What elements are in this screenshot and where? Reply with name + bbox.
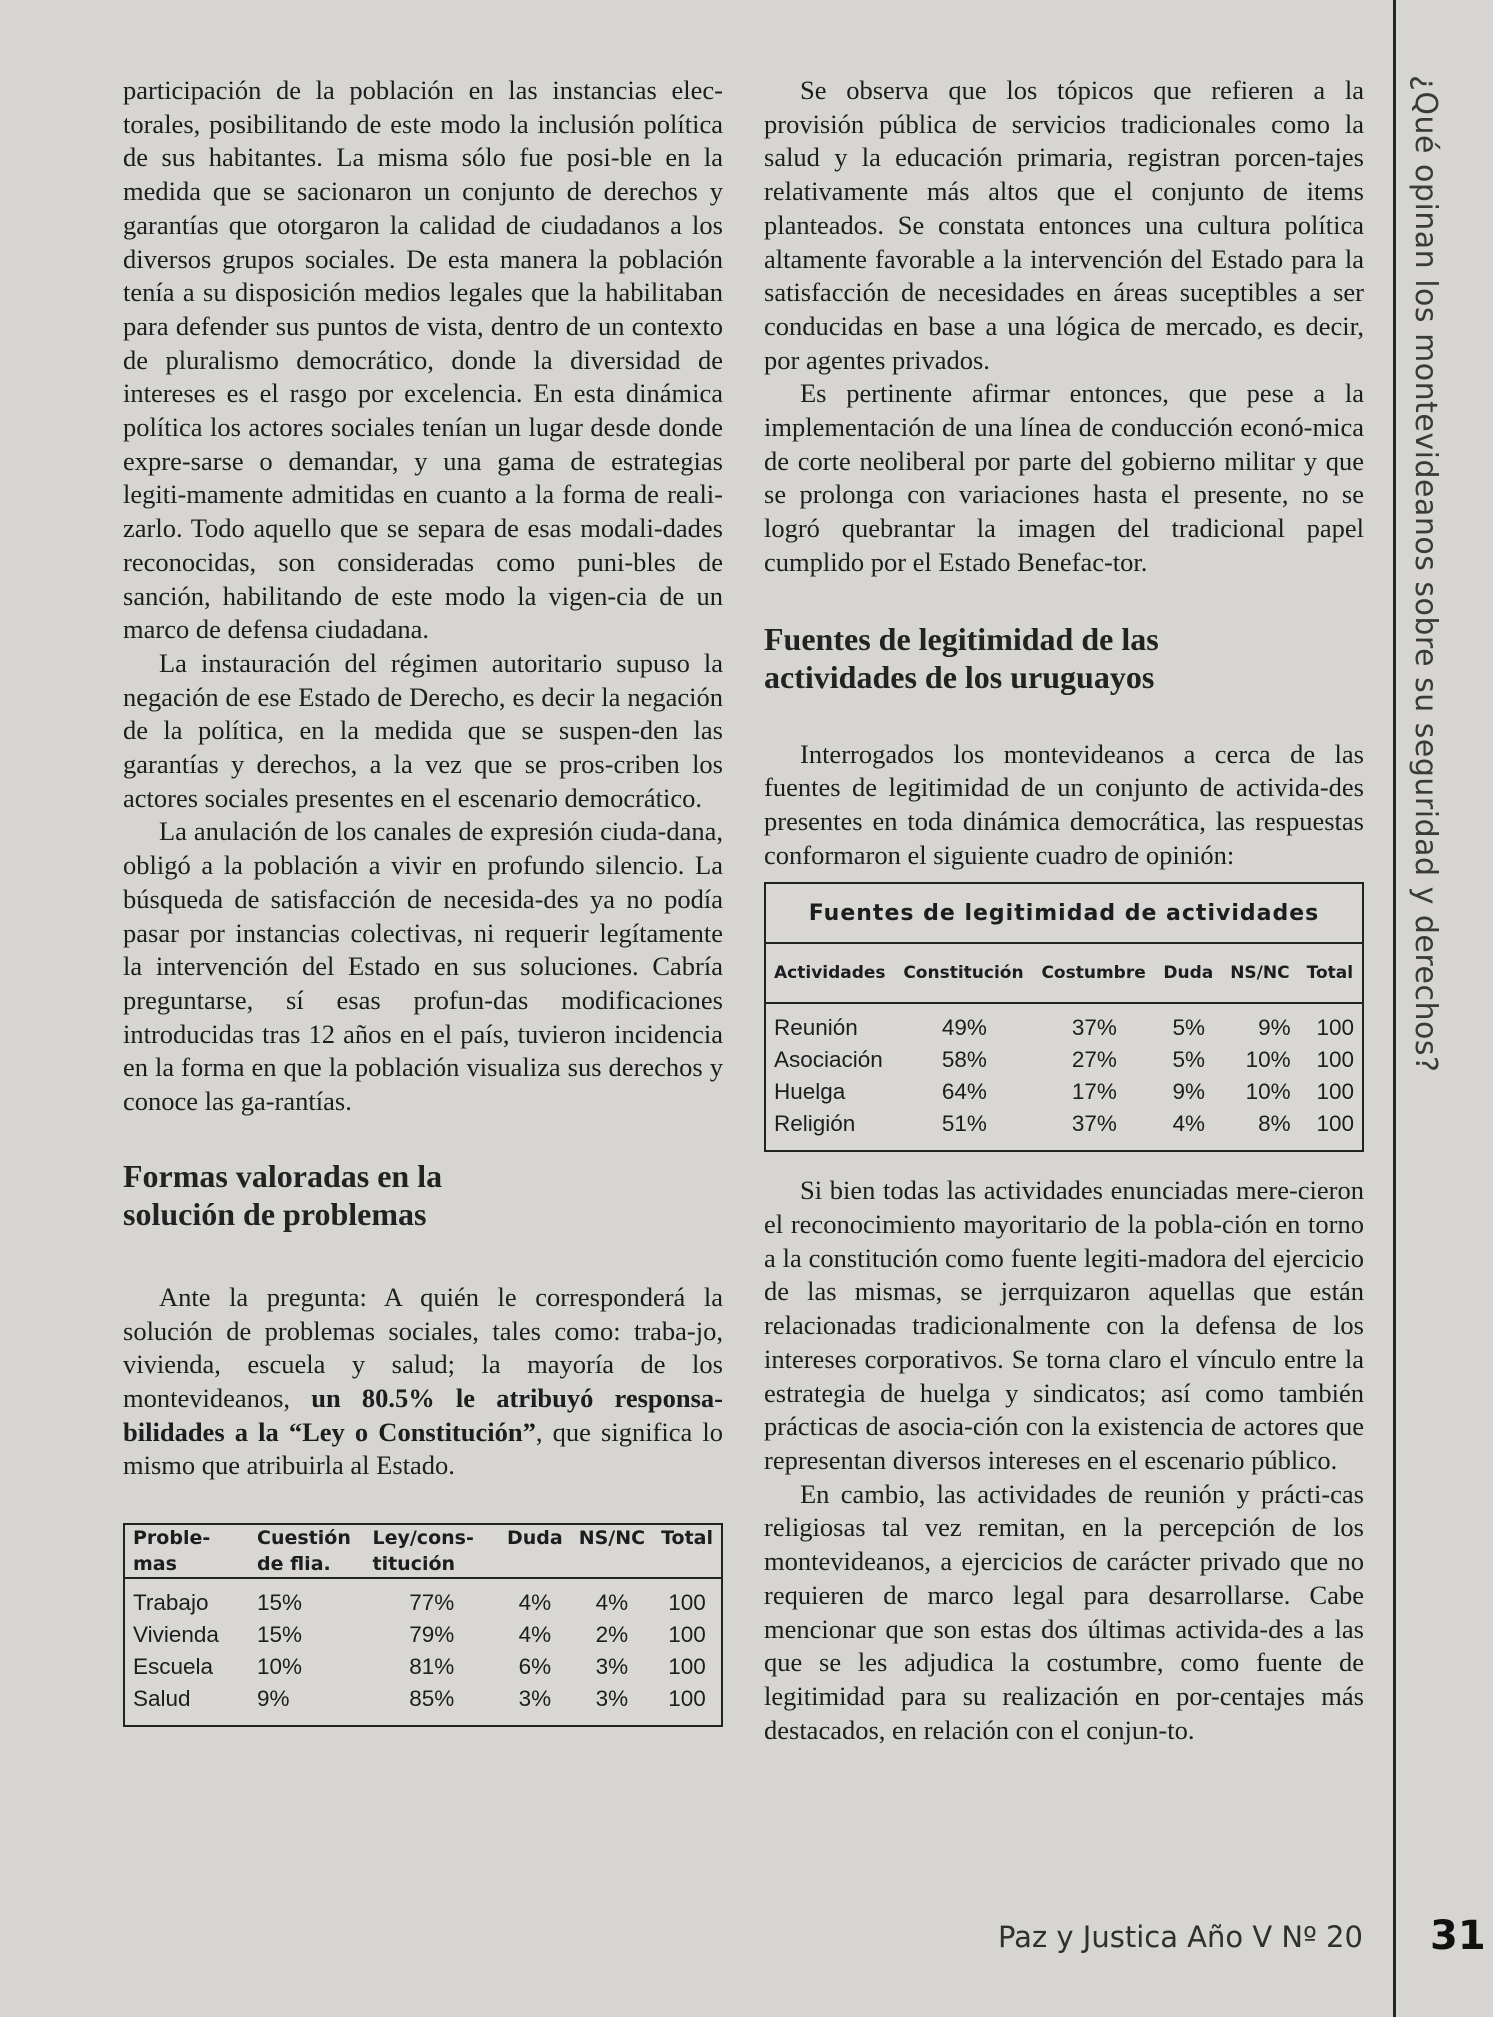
margin-rule	[1393, 0, 1396, 2017]
table-header: Duda	[499, 1524, 571, 1578]
paragraph-text: , que significa lo mismo que atribuirla al Estado.	[123, 1416, 724, 1481]
table-cell: 9%	[1258, 1015, 1291, 1041]
paragraph-text: Ante la pregunta: A quién le corresponderá la solución de problemas sociales, tales como: traba-jo, vivienda, escuela y salud; la mayoría de los montevideanos,	[123, 1281, 723, 1413]
paragraph: La anulación de los canales de expresión ciuda-dana, obligó a la población a vivir en profundo silencio. La búsqueda de satisfacción de necesida-des ya no podía pasar por instancias colectivas, ni requerir legítamente la intervención del Estado en sus soluciones. Cabría preguntarse, sí esas profun-das modificaciones introducidas tras 12 años en el país, tuvieron incidencia en la forma en que la población visualiza sus derechos y conoce las ga-rantías.	[123, 816, 723, 1117]
table-cell: 85%	[409, 1686, 455, 1712]
table-row	[124, 1578, 722, 1619]
table-cell: 15%	[257, 1590, 303, 1616]
table-cell: 4%	[518, 1590, 552, 1616]
table-cell: 9%	[257, 1686, 290, 1712]
running-title-text: ¿Qué opinan los montevideanos sobre su seguridad y derechos?	[1408, 75, 1443, 1073]
table-row	[124, 1651, 722, 1683]
table-cell: Salud	[133, 1686, 191, 1712]
table-cell: 100	[668, 1590, 706, 1616]
table-cell: Vivienda	[133, 1622, 219, 1648]
section-heading: Formas valoradas en la solución de problemas	[123, 1157, 443, 1232]
table-cell: 3%	[518, 1686, 552, 1712]
table-cell: 4%	[1172, 1111, 1206, 1137]
table-cell: 5%	[1172, 1047, 1206, 1073]
paragraph: La instauración del régimen autoritario supuso la negación de ese Estado de Derecho, es decir la negación de la política, en la medida que se suspen-den las garantías y derechos, a la vez que se pros-criben los actores sociales presentes en el escenario democrático.	[123, 647, 723, 813]
table-row	[765, 1108, 1363, 1151]
table-header: Costumbre	[1033, 943, 1155, 1003]
table-cell: Huelga	[774, 1079, 846, 1105]
table-title: Fuentes de legitimidad de actividades	[765, 883, 1363, 943]
table-cell: 100	[1316, 1079, 1354, 1105]
paragraph: participación de la población en las instancias elec-torales, posibilitando de este modo la inclusión política de sus habitantes. La misma sólo fue posi-ble en la medida que se sacionaron un conjunto de derechos y garantías que otorgaron la calidad de ciudadanos a los diversos grupos sociales. De esta manera la población tenía a su disposición medios legales que la habilitaban para defender sus puntos de vista, dentro de un contexto de pluralismo democrático, donde la diversidad de intereses es el rasgo por excelencia. En esta dinámica política los actores sociales tenían un lugar desde donde expre-sarse o demandar, y una gama de estrategias legiti-mamente admitidas en cuanto a la forma de reali-zarlo. Todo aquello que se separa de esas modali-dades reconocidas, son consideradas como puni-bles de sanción, habilitando de este modo la vigen-cia de un marco de defensa ciudadana.	[123, 75, 723, 645]
table-header: Constitución	[895, 943, 1033, 1003]
legitimacy-table	[764, 882, 1364, 1152]
table-cell: 100	[1316, 1047, 1354, 1073]
table-row	[124, 1683, 722, 1726]
table-header: Total	[1299, 943, 1363, 1003]
table-cell: 5%	[1172, 1015, 1206, 1041]
paragraph	[123, 1281, 723, 1483]
table-cell: 79%	[409, 1622, 455, 1648]
table-cell: 100	[1316, 1111, 1354, 1137]
table-cell: 10%	[1245, 1079, 1291, 1105]
table-row	[124, 1619, 722, 1651]
table-cell: 100	[1316, 1015, 1354, 1041]
table-cell: 4%	[595, 1590, 629, 1616]
table-header: Ley/cons-titución	[364, 1524, 498, 1578]
table-cell: 100	[668, 1622, 706, 1648]
section-heading: Fuentes de legitimidad de las actividades de los uruguayos	[764, 620, 1159, 695]
table-cell: 3%	[595, 1654, 629, 1680]
table-cell: Reunión	[774, 1015, 858, 1041]
table-cell: 100	[668, 1686, 706, 1712]
table-cell: 2%	[595, 1622, 629, 1648]
publication-footer: Paz y Justica Año V Nº 20	[998, 1920, 1363, 1954]
table-header: NS/NC	[571, 1524, 653, 1578]
right-column	[764, 74, 1364, 1747]
table-cell: 15%	[257, 1622, 303, 1648]
paragraph: Interrogados los montevideanos a cerca de las fuentes de legitimidad de un conjunto de activida-des presentes en toda dinámica democrática, las respuestas conformaron el siguiente cuadro de opinión:	[764, 738, 1364, 870]
table-cell: 9%	[1172, 1079, 1206, 1105]
table-cell: 27%	[1071, 1047, 1117, 1073]
table-header: Cuestión de flia.	[249, 1524, 364, 1578]
left-column	[123, 74, 723, 1727]
table-cell: 4%	[518, 1622, 552, 1648]
table-cell: Trabajo	[133, 1590, 209, 1616]
paragraph: Se observa que los tópicos que refieren a la provisión pública de servicios tradicionales como la salud y la educación primaria, registran porcen-tajes relativamente más altos que el conjunto de items planteados. Se constata entonces una cultura política altamente favorable a la intervención del Estado para la satisfacción de necesidades en áreas suceptibles a ser conducidas en base a una lógica de mercado, es decir, por agentes privados.	[764, 75, 1364, 375]
paragraph: En cambio, las actividades de reunión y prácti-cas religiosas tal vez remitan, en la percepción de los montevideanos, a ejercicios de carácter privado que no requieren de marco legal para desarrollarse. Cabe mencionar que son estas dos últimas activida-des a las que se les adjudica la costumbre, como fuente de legitimidad para su realización en por-centajes más destacados, en relación con el conjun-to.	[764, 1478, 1364, 1745]
table-cell: 100	[668, 1654, 706, 1680]
table-cell: 6%	[518, 1654, 552, 1680]
table-cell: 51%	[941, 1111, 987, 1137]
table-header: Total	[653, 1524, 722, 1578]
table-cell: Escuela	[133, 1654, 214, 1680]
page-number: 31	[1430, 1913, 1486, 1959]
table-cell: 17%	[1071, 1079, 1117, 1105]
table-row	[765, 1003, 1363, 1044]
table-cell: 49%	[941, 1015, 987, 1041]
table-cell: 37%	[1071, 1111, 1117, 1137]
table-cell: 77%	[409, 1590, 455, 1616]
table-row	[765, 1076, 1363, 1108]
table-cell: 58%	[941, 1047, 987, 1073]
table-header: Duda	[1155, 943, 1222, 1003]
table-header: Proble-mas	[124, 1524, 249, 1578]
table-row	[765, 1044, 1363, 1076]
table-cell: 8%	[1258, 1111, 1291, 1137]
problems-table	[123, 1523, 723, 1727]
paragraph: Si bien todas las actividades enunciadas mere-cieron el reconocimiento mayoritario de la pobla-ción en torno a la constitución como fuente legiti-madora del ejercicio de las mismas, se jerrquizaron aquellas que están relacionadas tradicionalmente con la defensa de los intereses corporativos. Se torna claro el vínculo entre la estrategia de huelga y sindicatos; así como también prácticas de asocia-ción con la existencia de actores que representan diversos intereses en el escenario público.	[764, 1175, 1364, 1475]
table-cell: 64%	[941, 1079, 987, 1105]
table-cell: Religión	[774, 1111, 856, 1137]
table-cell: 3%	[595, 1686, 629, 1712]
table-cell: 10%	[1245, 1047, 1291, 1073]
highlighted-text: un 80.5% le atribuyó responsa-bilidades a la “Ley o Constitución”	[123, 1382, 724, 1447]
table-cell: 81%	[409, 1654, 455, 1680]
table-cell: 10%	[257, 1654, 303, 1680]
table-header: Actividades	[765, 943, 895, 1003]
table-header: NS/NC	[1222, 943, 1298, 1003]
table-cell: Asociación	[774, 1047, 883, 1073]
paragraph: Es pertinente afirmar entonces, que pese a la implementación de una línea de conducción econó-mica de corte neoliberal por parte del gobierno militar y que se prolonga con variaciones hasta el presente, no se logró quebrantar la imagen del tradicional papel cumplido por el Estado Benefac-tor.	[764, 378, 1364, 577]
table-cell: 37%	[1071, 1015, 1117, 1041]
